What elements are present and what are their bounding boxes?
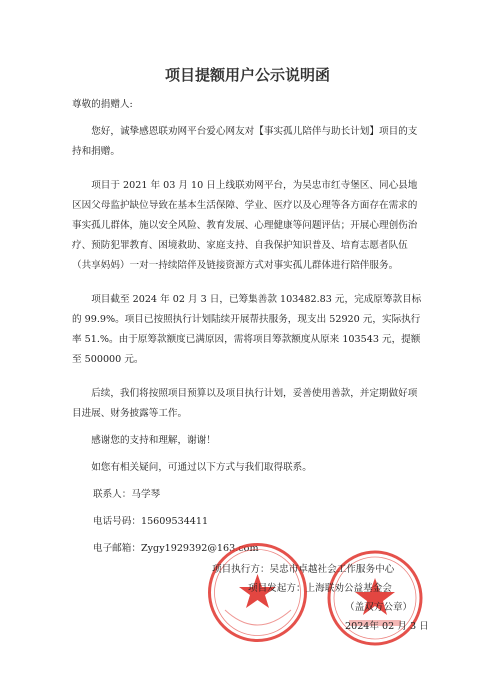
paragraph-intro: 您好，诚挚感恩联劝网平台爱心网友对【事实孤儿陪伴与助长计划】项目的支持和捐赠。 (72, 126, 418, 157)
signature-block (190, 560, 440, 636)
paragraph-funding: 项目截至 2024 年 02 月 3 日，已筹集善款 103482.83 元，完成原筹款目标的 99.9%。项目已按照执行计划陆续开展帮扶服务，现支出 52920 元，实际执行率 51.%。由于原筹款额度已满原因，需将项目筹款额度从原来 103543 元，提额至 500000 元。 (72, 294, 422, 365)
contact-email: 电子邮箱：Zygy1929392@163.com (93, 543, 259, 554)
document-title: 项目提额用户公示说明函 (164, 66, 330, 84)
executor-line: 项目执行方：吴忠市卓越社会工作服务中心 (212, 564, 395, 575)
inquiry-line: 如您有相关疑问，可通过以下方式与我们取得联系。 (91, 462, 312, 473)
paragraph-followup: 后续，我们将按照项目预算以及项目执行计划，妥善使用善款，并定期做好项目进展、财务披露等工作。 (72, 388, 418, 419)
contact-person: 联系人：马学琴 (93, 489, 161, 500)
sponsor-line: 项目发起方：上海联劝公益基金会 (248, 583, 392, 594)
letter-body (72, 95, 422, 559)
thanks-line: 感谢您的支持和理解，谢谢！ (91, 435, 216, 446)
greeting: 尊敬的捐赠人: (72, 99, 133, 110)
seal-note: （盖双方公章） (345, 602, 413, 613)
contact-phone: 电话号码：15609534411 (93, 516, 209, 527)
signature-date: 2024年 02 月 3 日 (345, 621, 429, 632)
paragraph-project: 项目于 2021 年 03 月 10 日上线联劝网平台，为吴忠市红寺堡区、同心县地区因父母监护缺位导致在基本生活保障、学业、医疗以及心理等各方面存在需求的事实孤儿群体，施以安全风险、教育发展、心理健康等问题评估；开展心理创伤治疗、预防犯罪教育、困境救助、家庭支持、自我保护知识普及、培育志愿者队伍（共享妈妈）一对一持续陪伴及链接资源方式对事实孤儿群体进行陪伴服务。 (72, 180, 418, 271)
